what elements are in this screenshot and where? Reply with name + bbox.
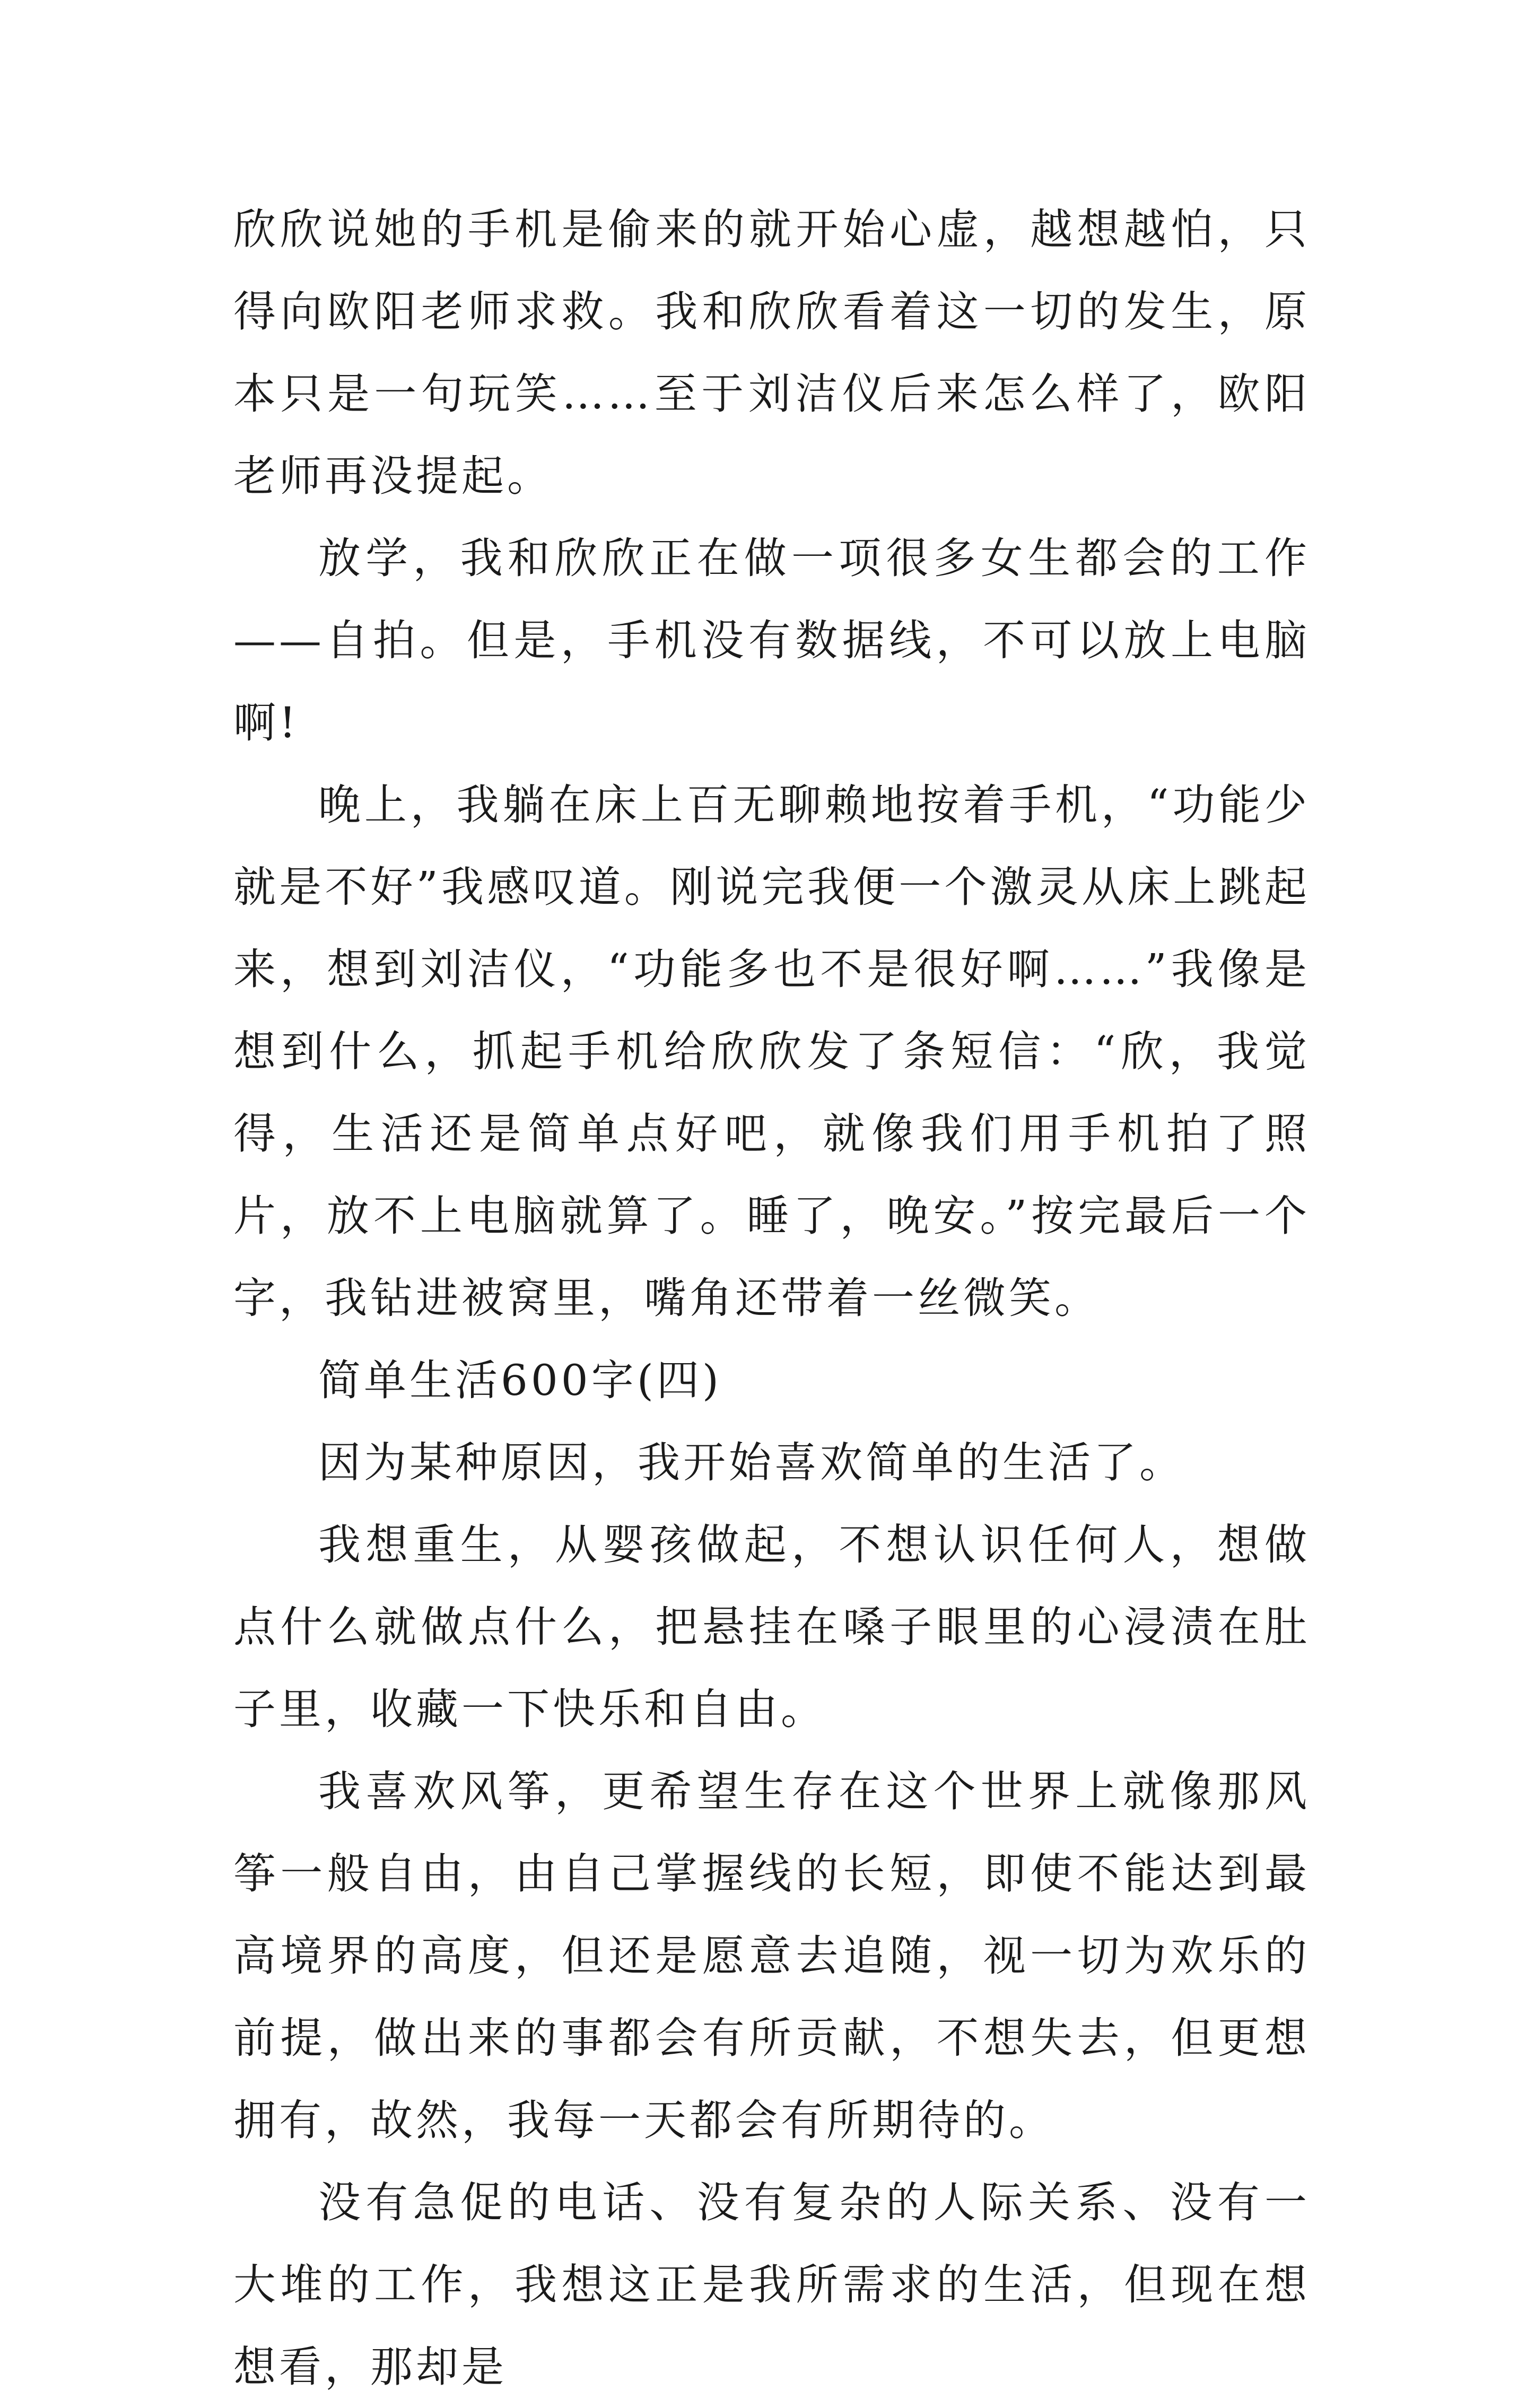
section-heading: 简单生活600字(四) (318, 1356, 722, 1405)
paragraph-8: 没有急促的电话、没有复杂的人际关系、没有一大堆的工作，我想这正是我所需求的生活，但现在想想看，那却是 (233, 2178, 1310, 2392)
paragraph-5: 因为某种原因，我开始喜欢简单的生活了。 (318, 1438, 1185, 1487)
paragraph-1: 欣欣说她的手机是偷来的就开始心虚，越想越怕，只得向欧阳老师求救。我和欣欣看着这一切的发生，原本只是一句玩笑……至于刘洁仪后来怎么样了，欧阳老师再没提起。 (233, 205, 1310, 501)
paragraph-3: 晚上，我躺在床上百无聊赖地按着手机，“功能少就是不好”我感叹道。刚说完我便一个激灵从床上跳起来，想到刘洁仪，“功能多也不是很好啊……”我像是想到什么，抓起手机给欣欣发了条短信：“欣，我觉得，生活还是简单点好吧，就像我们用手机拍了照片，放不上电脑就算了。睡了，晚安。”按完最后一个字，我钻进被窝里，嘴角还带着一丝微笑。 (233, 780, 1310, 1323)
document-body (233, 188, 1310, 2408)
paragraph-2: 放学，我和欣欣正在做一项很多女生都会的工作——自拍。但是，手机没有数据线，不可以放上电脑啊! (233, 534, 1310, 747)
paragraph-7: 我喜欢风筝，更希望生存在这个世界上就像那风筝一般自由，由自己掌握线的长短，即使不能达到最高境界的高度，但还是愿意去追随，视一切为欢乐的前提，做出来的事都会有所贡献，不想失去，但更想拥有，故然，我每一天都会有所期待的。 (233, 1767, 1310, 2145)
paragraph-6: 我想重生，从婴孩做起，不想认识任何人，想做点什么就做点什么，把悬挂在嗓子眼里的心浸渍在肚子里，收藏一下快乐和自由。 (233, 1520, 1310, 1734)
